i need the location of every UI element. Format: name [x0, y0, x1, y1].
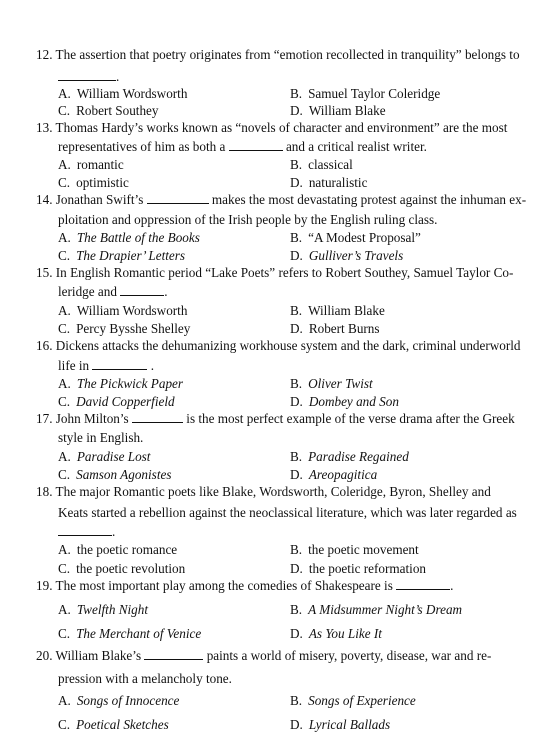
question-15-line-1 — [36, 265, 513, 281]
option-letter: C. — [58, 103, 71, 118]
option-letter: B. — [290, 602, 303, 617]
option-b[interactable] — [290, 542, 419, 558]
option-c[interactable] — [58, 394, 175, 410]
question-14-line-1 — [36, 192, 526, 208]
option-text: William Blake — [308, 103, 386, 118]
option-letter: A. — [58, 542, 71, 557]
option-text: Robert Southey — [76, 103, 159, 118]
option-text: William Wordsworth — [76, 303, 188, 318]
option-d[interactable] — [290, 175, 367, 191]
option-text: the poetic reformation — [308, 561, 427, 576]
option-letter: C. — [58, 467, 71, 482]
option-text: A Midsummer Night’s Dream — [308, 602, 463, 617]
answer-blank[interactable] — [144, 648, 203, 660]
option-text: Samuel Taylor Coleridge — [308, 86, 441, 101]
option-letter: C. — [58, 248, 71, 263]
option-c[interactable] — [58, 175, 129, 191]
option-a[interactable] — [58, 602, 148, 618]
option-text: Paradise Regained — [308, 449, 409, 464]
question-text: 12. The assertion that poetry originates from “emotion recollected in tranquility” belongs to — [36, 47, 520, 62]
option-a[interactable] — [58, 303, 187, 319]
option-letter: B. — [290, 157, 303, 172]
option-letter: B. — [290, 86, 303, 101]
option-text: Songs of Innocence — [76, 693, 180, 708]
option-text: Dombey and Son — [308, 394, 399, 409]
option-letter: A. — [58, 602, 71, 617]
question-text: is the most perfect example of the verse drama after the Greek — [183, 411, 515, 426]
question-18-line-3 — [58, 524, 115, 540]
question-text: 14. Jonathan Swift’s — [36, 192, 147, 207]
option-letter: D. — [290, 175, 303, 190]
option-c[interactable] — [58, 248, 185, 264]
question-text: . — [147, 358, 155, 373]
answer-blank[interactable] — [396, 578, 450, 590]
question-15-line-2 — [58, 284, 168, 300]
option-text: “A Modest Proposal” — [308, 230, 421, 245]
option-text: Areopagitica — [308, 467, 378, 482]
question-17-line-2 — [58, 430, 143, 446]
option-text: William Blake — [308, 303, 385, 318]
option-letter: C. — [58, 175, 71, 190]
question-20-line-2 — [58, 671, 232, 687]
option-letter: B. — [290, 542, 303, 557]
question-17-line-1 — [36, 411, 515, 427]
option-d[interactable] — [290, 626, 382, 642]
option-letter: B. — [290, 449, 303, 464]
option-text: naturalistic — [308, 175, 368, 190]
question-text: 17. John Milton’s — [36, 411, 132, 426]
option-c[interactable] — [58, 717, 169, 733]
option-letter: A. — [58, 693, 71, 708]
question-text: 20. William Blake’s — [36, 648, 145, 663]
option-c[interactable] — [58, 561, 185, 577]
question-text: Keats started a rebellion against the neoclassical literature, which was later regarded as — [58, 505, 517, 520]
question-text: . — [116, 69, 120, 84]
option-letter: B. — [290, 376, 303, 391]
question-text: and a critical realist writer. — [282, 139, 427, 154]
option-c[interactable] — [58, 467, 171, 483]
option-c[interactable] — [58, 103, 159, 119]
option-text: As You Like It — [308, 626, 382, 641]
option-letter: C. — [58, 321, 71, 336]
option-text: Percy Bysshe Shelley — [76, 321, 191, 336]
question-text: . — [164, 284, 168, 299]
answer-blank[interactable] — [229, 139, 283, 151]
option-b[interactable] — [290, 449, 409, 465]
question-text: 13. Thomas Hardy’s works known as “novels of character and environment” are the most — [36, 120, 508, 135]
question-18-line-1 — [36, 484, 491, 500]
option-b[interactable] — [290, 303, 385, 319]
option-d[interactable] — [290, 248, 403, 264]
question-20-line-1 — [36, 648, 491, 664]
option-d[interactable] — [290, 394, 399, 410]
question-text: 19. The most important play among the comedies of Shakespeare is — [36, 578, 397, 593]
option-d[interactable] — [290, 561, 426, 577]
option-letter: D. — [290, 103, 303, 118]
option-text: the poetic romance — [76, 542, 178, 557]
question-16-line-2 — [58, 358, 154, 374]
option-b[interactable] — [290, 86, 440, 102]
answer-blank[interactable] — [132, 411, 183, 423]
option-letter: C. — [58, 626, 71, 641]
question-12-line-2 — [58, 69, 119, 85]
option-b[interactable] — [290, 693, 416, 709]
option-text: Robert Burns — [308, 321, 380, 336]
option-text: William Wordsworth — [76, 86, 188, 101]
option-letter: D. — [290, 394, 303, 409]
option-b[interactable] — [290, 602, 462, 618]
option-text: The Merchant of Venice — [76, 626, 202, 641]
question-text: life in — [58, 358, 93, 373]
option-a[interactable] — [58, 693, 179, 709]
option-text: romantic — [76, 157, 124, 172]
question-text: 16. Dickens attacks the dehumanizing workhouse system and the dark, criminal underworld — [36, 338, 521, 353]
option-text: the poetic movement — [308, 542, 419, 557]
option-letter: A. — [58, 86, 71, 101]
question-text: makes the most devastating protest against the inhuman ex- — [208, 192, 527, 207]
option-a[interactable] — [58, 86, 187, 102]
option-letter: A. — [58, 449, 71, 464]
option-text: Lyrical Ballads — [308, 717, 391, 732]
answer-blank[interactable] — [92, 358, 147, 370]
answer-blank[interactable] — [147, 192, 209, 204]
option-letter: D. — [290, 321, 303, 336]
option-letter: D. — [290, 626, 303, 641]
option-a[interactable] — [58, 449, 150, 465]
option-text: Oliver Twist — [308, 376, 373, 391]
option-text: Samson Agonistes — [76, 467, 172, 482]
option-text: David Copperfield — [76, 394, 175, 409]
option-a[interactable] — [58, 542, 177, 558]
option-letter: D. — [290, 248, 303, 263]
option-letter: C. — [58, 561, 71, 576]
option-text: classical — [308, 157, 353, 172]
question-text: style in English. — [58, 430, 144, 445]
option-d[interactable] — [290, 717, 390, 733]
option-text: The Battle of the Books — [76, 230, 200, 245]
option-letter: D. — [290, 717, 303, 732]
option-c[interactable] — [58, 321, 190, 337]
option-letter: A. — [58, 376, 71, 391]
question-text: ploitation and oppression of the Irish people by the English ruling class. — [58, 212, 438, 227]
option-c[interactable] — [58, 626, 201, 642]
question-14-line-2 — [58, 212, 437, 228]
question-18-line-2 — [58, 505, 517, 521]
question-text: 18. The major Romantic poets like Blake, Wordsworth, Coleridge, Byron, Shelley and — [36, 484, 491, 499]
question-text: representatives of him as both a — [58, 139, 229, 154]
answer-blank[interactable] — [58, 69, 116, 81]
option-text: The Drapier’ Letters — [76, 248, 186, 263]
option-text: Paradise Lost — [76, 449, 151, 464]
question-16-line-1 — [36, 338, 521, 354]
question-13-line-1 — [36, 120, 507, 136]
option-a[interactable] — [58, 230, 200, 246]
question-text: pression with a melancholy tone. — [58, 671, 232, 686]
option-letter: A. — [58, 230, 71, 245]
option-letter: B. — [290, 693, 303, 708]
option-text: optimistic — [76, 175, 129, 190]
option-letter: A. — [58, 303, 71, 318]
option-d[interactable] — [290, 321, 380, 337]
option-letter: B. — [290, 303, 303, 318]
option-b[interactable] — [290, 157, 353, 173]
question-13-line-2 — [58, 139, 427, 155]
question-12-line-1 — [36, 47, 520, 63]
option-text: Twelfth Night — [76, 602, 149, 617]
option-letter: D. — [290, 561, 303, 576]
option-text: Poetical Sketches — [76, 717, 169, 732]
answer-blank[interactable] — [120, 284, 164, 296]
question-text: 15. In English Romantic period “Lake Poets” refers to Robert Southey, Samuel Taylor Co- — [36, 265, 514, 280]
option-d[interactable] — [290, 103, 386, 119]
option-b[interactable] — [290, 376, 373, 392]
option-letter: B. — [290, 230, 303, 245]
option-text: the poetic revolution — [76, 561, 186, 576]
question-19-line-1 — [36, 578, 453, 594]
option-text: Songs of Experience — [308, 693, 416, 708]
option-text: Gulliver’s Travels — [308, 248, 404, 263]
option-letter: A. — [58, 157, 71, 172]
question-text: . — [450, 578, 454, 593]
question-text: paints a world of misery, poverty, disease, war and re- — [203, 648, 492, 663]
option-b[interactable] — [290, 230, 421, 246]
option-letter: D. — [290, 467, 303, 482]
option-a[interactable] — [58, 376, 183, 392]
question-text: leridge and — [58, 284, 121, 299]
option-d[interactable] — [290, 467, 377, 483]
option-a[interactable] — [58, 157, 124, 173]
option-letter: C. — [58, 394, 71, 409]
answer-blank[interactable] — [58, 524, 112, 536]
question-text: . — [112, 524, 116, 539]
option-text: The Pickwick Paper — [76, 376, 184, 391]
option-letter: C. — [58, 717, 71, 732]
